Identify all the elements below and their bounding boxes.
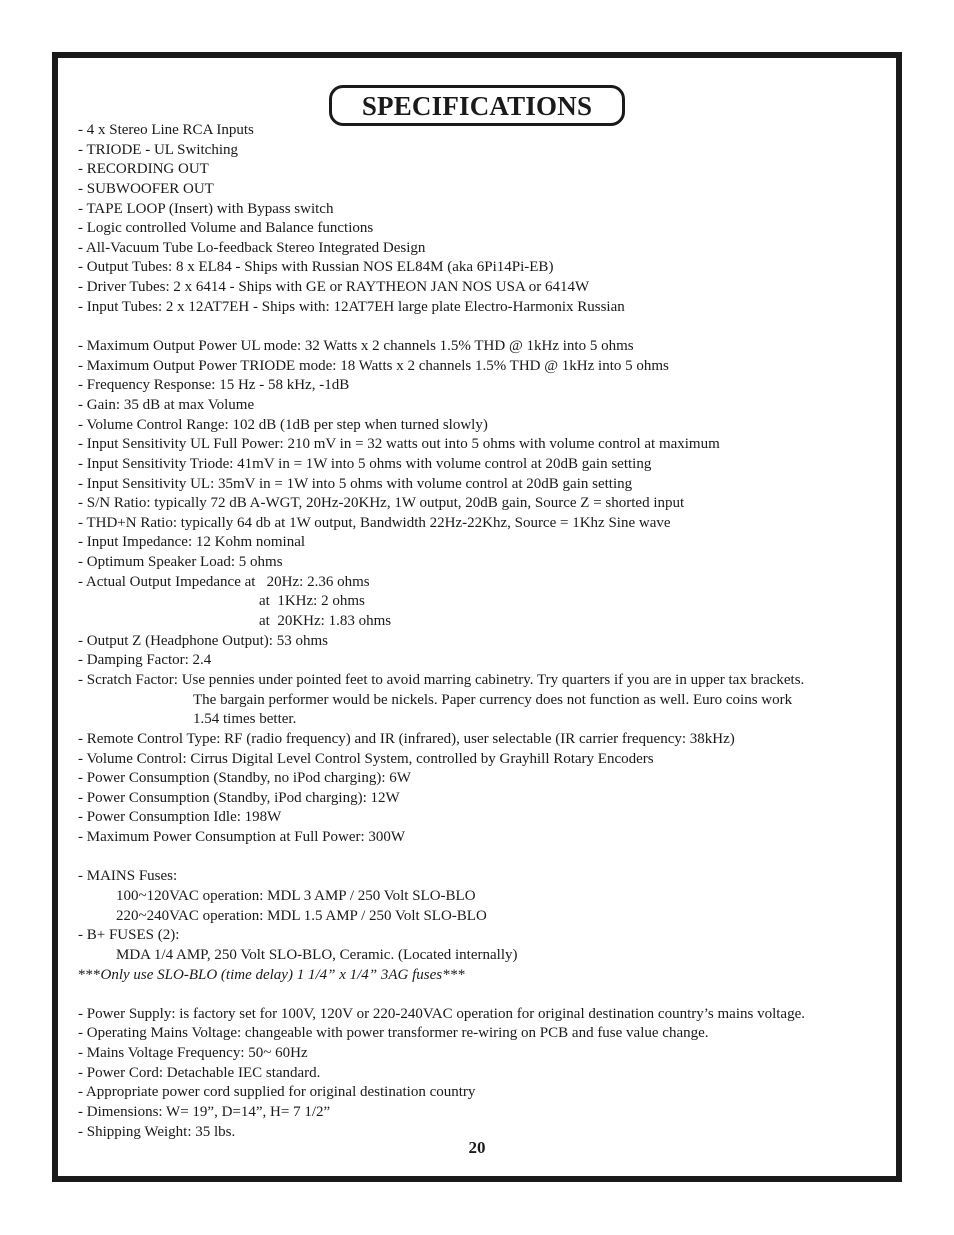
spec-line-continuation: 1.54 times better. xyxy=(193,711,297,728)
spec-line: - Power Cord: Detachable IEC standard. xyxy=(78,1064,321,1081)
spacer xyxy=(78,848,888,868)
fuse-note xyxy=(78,966,888,986)
spec-line: - Remote Control Type: RF (radio frequency) and IR (infrared), user selectable (IR carrier frequency: 38kHz) xyxy=(78,730,735,747)
spec-line: - Power Consumption (Standby, no iPod charging): 6W xyxy=(78,770,411,787)
fuse-heading: - B+ FUSES (2): xyxy=(78,927,180,944)
spec-line: - Gain: 35 dB at max Volume xyxy=(78,396,255,413)
spec-line: - Power Supply: is factory set for 100V, 120V or 220-240VAC operation for original destination country’s mains voltage. xyxy=(78,1005,805,1022)
spec-line: - Mains Voltage Frequency: 50~ 60Hz xyxy=(78,1045,308,1062)
spec-line: - RECORDING OUT xyxy=(78,161,209,178)
page-number: 20 xyxy=(468,1138,486,1157)
spec-line: - Operating Mains Voltage: changeable with power transformer re-wiring on PCB and fuse value change. xyxy=(78,1025,709,1042)
fuse-heading: - MAINS Fuses: xyxy=(78,868,178,885)
spec-line: - TRIODE - UL Switching xyxy=(78,141,238,158)
spec-line: - Maximum Output Power UL mode: 32 Watts x 2 channels 1.5% THD @ 1kHz into 5 ohms xyxy=(78,338,634,355)
fuse-line: MDA 1/4 AMP, 250 Volt SLO-BLO, Ceramic. (Located internally) xyxy=(116,946,518,963)
fuse-line: 100~120VAC operation: MDL 3 AMP / 250 Volt SLO-BLO xyxy=(116,887,476,904)
spec-line: - Input Impedance: 12 Kohm nominal xyxy=(78,534,306,551)
spacer xyxy=(78,317,888,337)
spec-line: - Volume Control Range: 102 dB (1dB per step when turned slowly) xyxy=(78,416,488,433)
specifications-list xyxy=(78,121,888,1142)
spec-line-continuation: at 1KHz: 2 ohms xyxy=(259,593,365,610)
spec-line: - TAPE LOOP (Insert) with Bypass switch xyxy=(78,200,334,217)
spec-line: - SUBWOOFER OUT xyxy=(78,180,214,197)
fuse-note-prefix: *** xyxy=(78,966,101,983)
spec-line: - Output Z (Headphone Output): 53 ohms xyxy=(78,632,328,649)
spacer xyxy=(78,985,888,1005)
spec-line: - Frequency Response: 15 Hz - 58 kHz, -1dB xyxy=(78,377,350,394)
spec-line: - Maximum Output Power TRIODE mode: 18 Watts x 2 channels 1.5% THD @ 1kHz into 5 ohms xyxy=(78,357,669,374)
spec-line: - Actual Output Impedance at 20Hz: 2.36 ohms xyxy=(78,573,370,590)
spec-line: - Volume Control: Cirrus Digital Level Control System, controlled by Grayhill Rotary Encoders xyxy=(78,750,654,767)
spec-line: - Optimum Speaker Load: 5 ohms xyxy=(78,554,283,571)
spec-line: - THD+N Ratio: typically 64 db at 1W output, Bandwidth 22Hz-22Khz, Source = 1Khz Sine wave xyxy=(78,514,671,531)
spec-line: - Appropriate power cord supplied for original destination country xyxy=(78,1084,476,1101)
page-title: SPECIFICATIONS xyxy=(329,85,625,126)
spec-line: - S/N Ratio: typically 72 dB A-WGT, 20Hz-20KHz, 1W output, 20dB gain, Source Z = shorted input xyxy=(78,495,685,512)
spec-line: - Maximum Power Consumption at Full Power: 300W xyxy=(78,829,406,846)
fuse-line: 220~240VAC operation: MDL 1.5 AMP / 250 Volt SLO-BLO xyxy=(116,907,487,924)
spec-line: - Input Sensitivity Triode: 41mV in = 1W into 5 ohms with volume control at 20dB gain setting xyxy=(78,455,652,472)
spec-line: - Damping Factor: 2.4 xyxy=(78,652,212,669)
spec-line: - 4 x Stereo Line RCA Inputs xyxy=(78,122,254,138)
spec-line-continuation: The bargain performer would be nickels. Paper currency does not function as well. Euro coins work xyxy=(193,691,793,708)
spec-line-continuation: at 20KHz: 1.83 ohms xyxy=(259,613,392,630)
spec-line: - Input Sensitivity UL: 35mV in = 1W into 5 ohms with volume control at 20dB gain setting xyxy=(78,475,633,492)
spec-line: - All-Vacuum Tube Lo-feedback Stereo Integrated Design xyxy=(78,239,426,256)
spec-line: - Dimensions: W= 19”, D=14”, H= 7 1/2” xyxy=(78,1104,331,1121)
spec-line: - Input Sensitivity UL Full Power: 210 mV in = 32 watts out into 5 ohms with volume control at maximum xyxy=(78,436,720,453)
fuse-note-text: Only use SLO-BLO (time delay) 1 1/4” x 1/4” 3AG fuses*** xyxy=(100,966,465,983)
spec-line: - Driver Tubes: 2 x 6414 - Ships with GE or RAYTHEON JAN NOS USA or 6414W xyxy=(78,279,590,296)
spec-line: - Input Tubes: 2 x 12AT7EH - Ships with: 12AT7EH large plate Electro-Harmonix Russian xyxy=(78,298,625,315)
spec-line: - Shipping Weight: 35 lbs. xyxy=(78,1123,236,1140)
spec-line: - Power Consumption Idle: 198W xyxy=(78,809,282,826)
spec-line: - Logic controlled Volume and Balance functions xyxy=(78,220,374,237)
spec-line: - Power Consumption (Standby, iPod charging): 12W xyxy=(78,789,400,806)
spec-line: - Scratch Factor: Use pennies under pointed feet to avoid marring cabinetry. Try quarters if you are in upper tax brackets. xyxy=(78,671,805,688)
spec-line: - Output Tubes: 8 x EL84 - Ships with Russian NOS EL84M (aka 6Pi14Pi-EB) xyxy=(78,259,554,276)
